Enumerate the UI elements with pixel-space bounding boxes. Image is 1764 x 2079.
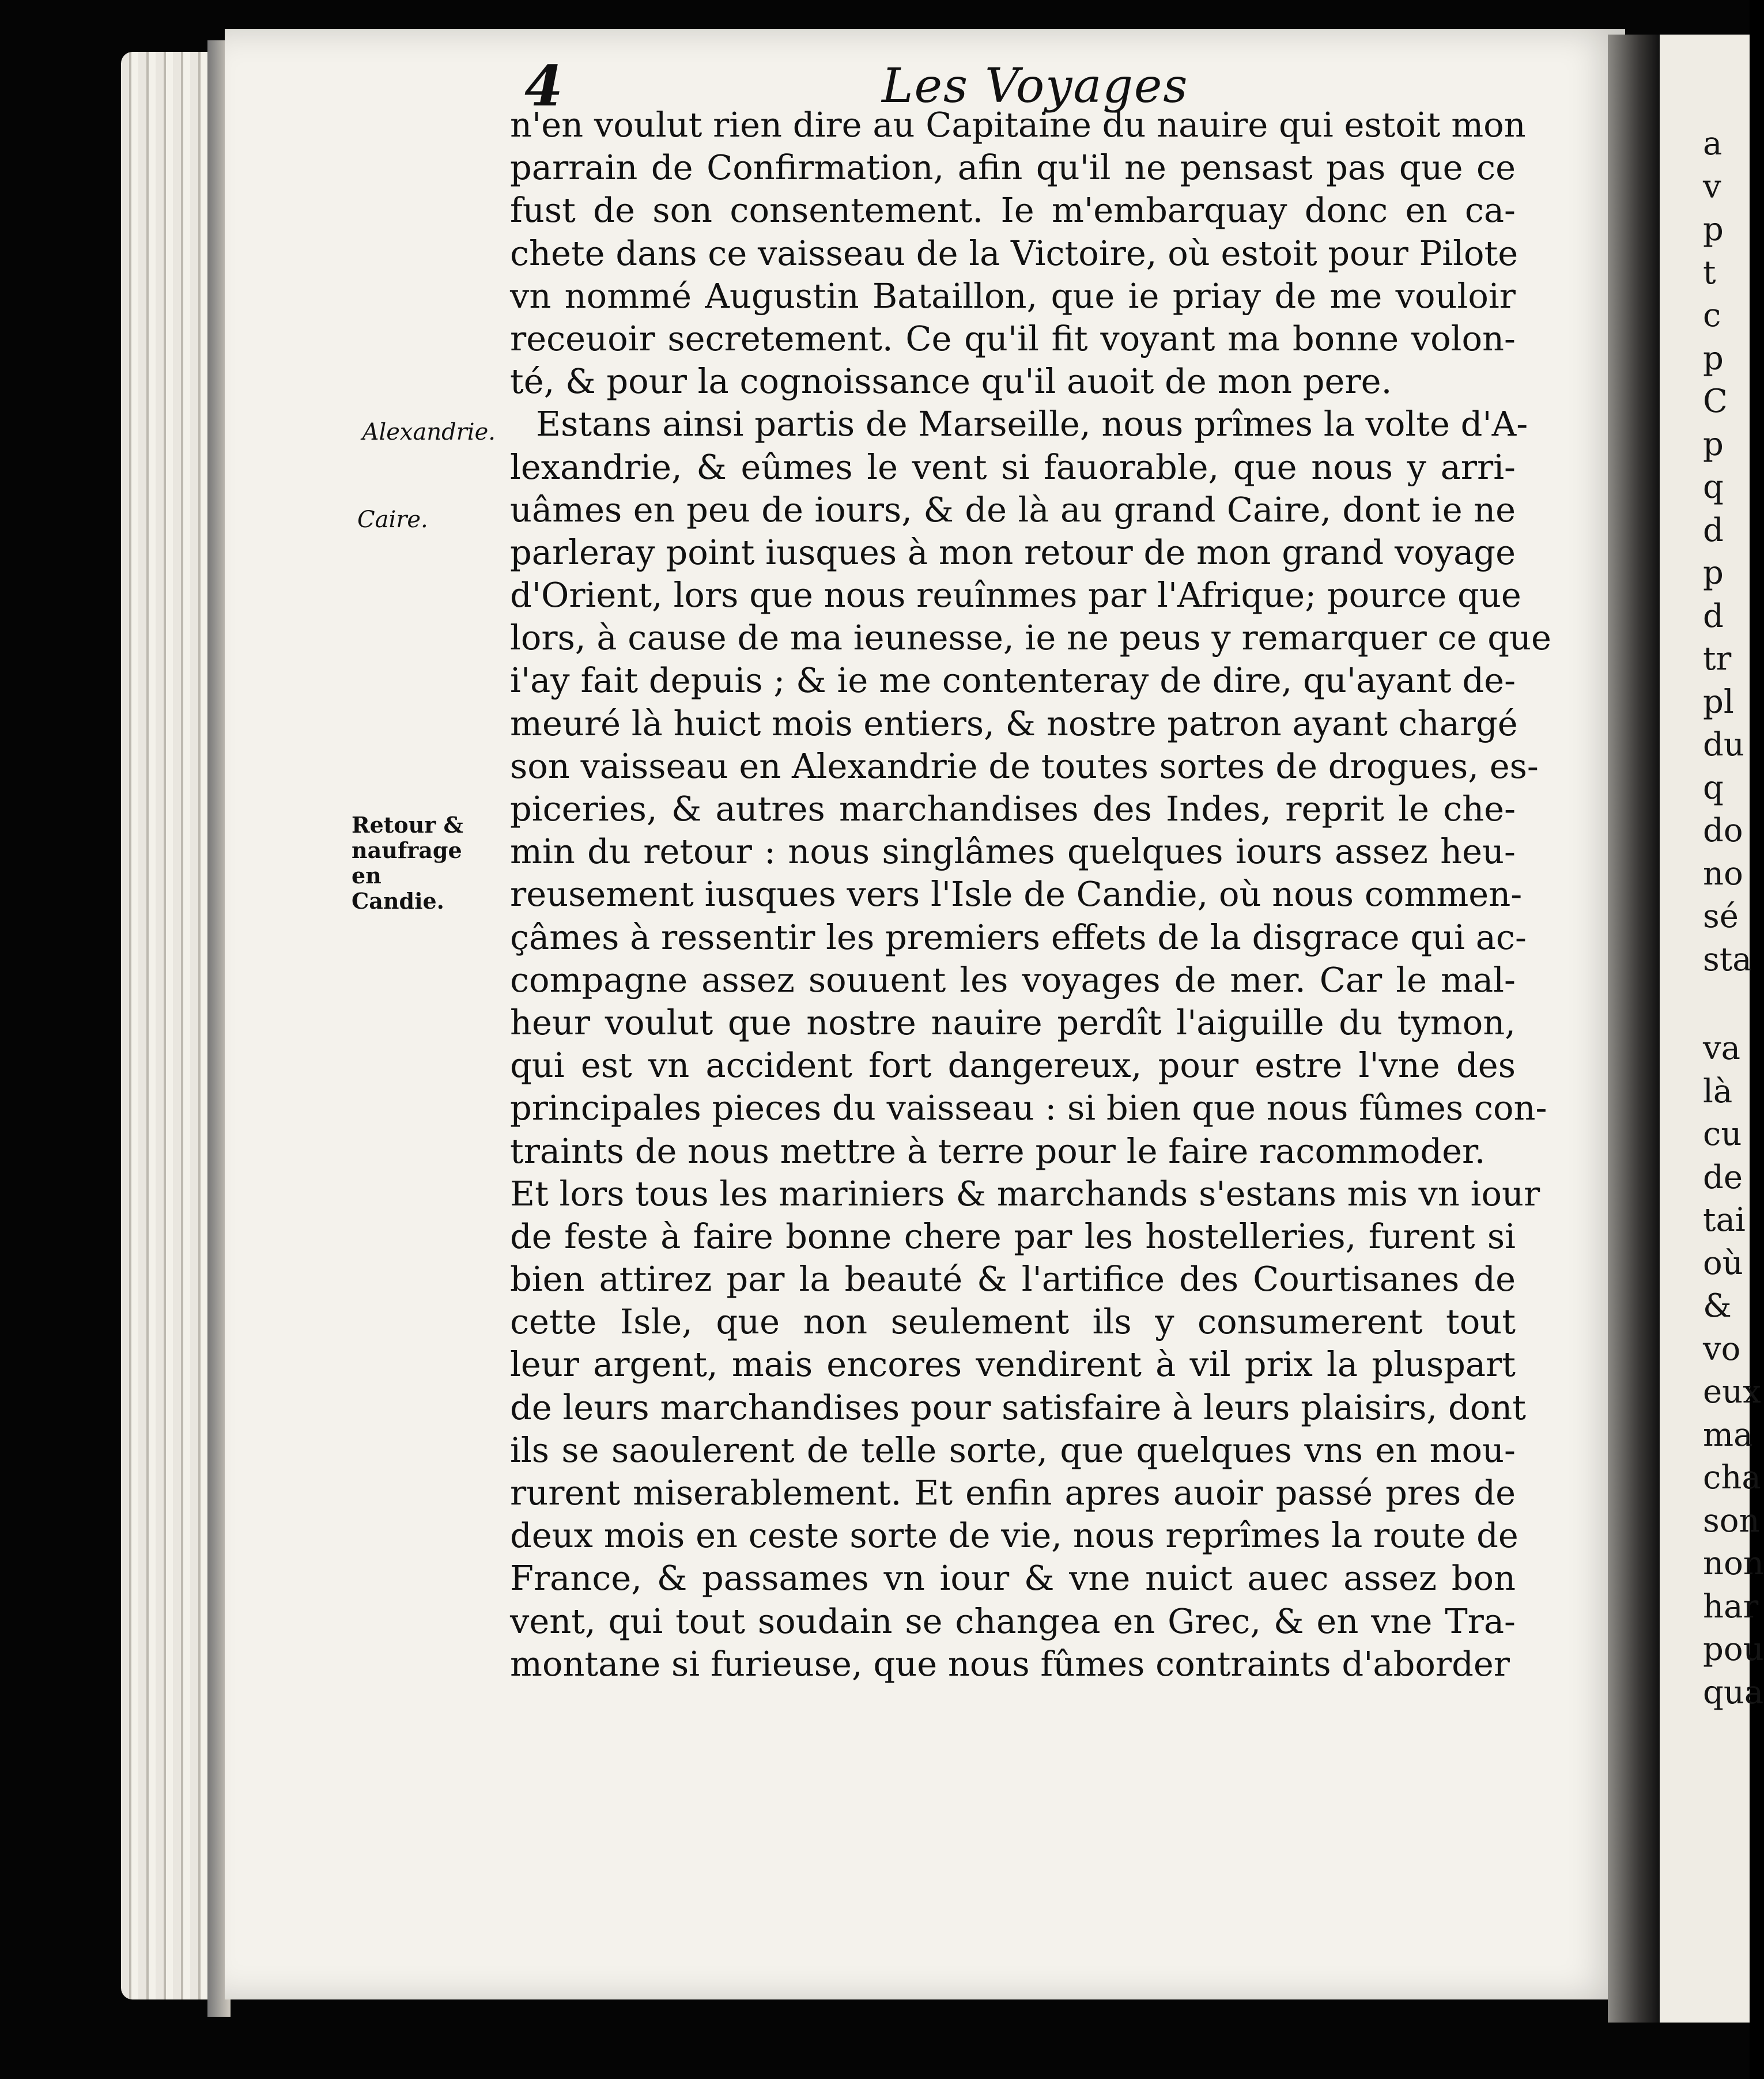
facing-page-line: sé (1703, 898, 1739, 935)
facing-page-line: do (1703, 812, 1743, 849)
text-line: qui est vn accident fort dangereux, pour estre l'vne des (510, 1045, 1516, 1086)
running-title: Les Voyages (882, 59, 1189, 114)
margin-note-caire: Caire. (357, 506, 428, 533)
facing-page-line: har (1703, 1587, 1759, 1626)
facing-page-line: pou (1703, 1631, 1764, 1668)
book-gutter (1608, 35, 1660, 2023)
facing-page-line: non (1703, 1545, 1764, 1582)
facing-page-line: tr (1703, 640, 1732, 678)
facing-page-line: où (1703, 1244, 1743, 1282)
facing-page-line: va (1703, 1030, 1741, 1067)
facing-page-line: no (1703, 855, 1743, 893)
facing-page-line: C (1703, 383, 1728, 420)
text-line: ils se saoulerent de telle sorte, que quelques vns en mou- (510, 1430, 1516, 1470)
text-line: lors, à cause de ma ieunesse, ie ne peus y remarquer ce que (510, 618, 1551, 658)
text-line: vn nommé Augustin Bataillon, que ie priay de me vouloir (510, 275, 1516, 316)
facing-page-line: p (1703, 425, 1724, 463)
facing-page-line: du (1703, 726, 1744, 763)
text-line: fust de son consentement. Ie m'embarquay donc en ca- (510, 190, 1516, 230)
margin-note-retour: Retour & naufrage en Candie. (352, 812, 463, 914)
facing-page-line: q (1703, 468, 1724, 506)
facing-page-line: pl (1703, 683, 1734, 721)
text-line: compagne assez souuent les voyages de mer. Car le mal- (510, 959, 1516, 1000)
facing-page-line: p (1703, 339, 1724, 377)
facing-page-line: p (1703, 554, 1724, 592)
facing-page-line: v (1703, 168, 1721, 206)
facing-page-line: cha (1703, 1459, 1761, 1496)
facing-page-line: q (1703, 769, 1724, 807)
text-line: France, & passames vn iour & vne nuict auec assez bon (510, 1558, 1516, 1598)
text-line: vent, qui tout soudain se changea en Grec, & en vne Tra- (510, 1601, 1516, 1641)
facing-page-line: vo (1703, 1330, 1741, 1368)
text-line: té, & pour la cognoissance qu'il auoit de mon pere. (510, 361, 1392, 402)
facing-page-line: sta (1703, 940, 1752, 978)
text-line: deux mois en ceste sorte de vie, nous reprîmes la route de (510, 1515, 1519, 1556)
facing-page-line: tai (1703, 1201, 1746, 1239)
facing-page-line: là (1703, 1072, 1733, 1110)
book-page-edges (121, 52, 213, 1999)
text-line: Et lors tous les mariniers & marchands s'estans mis vn iour (510, 1173, 1540, 1214)
text-line: de feste à faire bonne chere par les hostelleries, furent si (510, 1216, 1516, 1256)
text-line: meuré là huict mois entiers, & nostre patron ayant chargé (510, 703, 1518, 743)
text-line: Estans ainsi partis de Marseille, nous prîmes la volte d'A- (536, 404, 1528, 444)
text-line: uâmes en peu de iours, & de là au grand Caire, dont ie ne (510, 489, 1516, 530)
facing-page-line: c (1703, 297, 1721, 334)
facing-page-line: & (1703, 1287, 1732, 1325)
facing-page-line: son (1703, 1502, 1760, 1540)
text-line: receuoir secretement. Ce qu'il fit voyant ma bonne volon- (510, 318, 1516, 358)
text-line: n'en voulut rien dire au Capitaine du nauire qui estoit mon (510, 105, 1526, 145)
facing-page-line: qua (1703, 1673, 1764, 1711)
facing-page-line: de (1703, 1158, 1743, 1196)
body-text (510, 104, 1551, 1685)
facing-page-line: cu (1703, 1116, 1742, 1153)
text-line: reusement iusques vers l'Isle de Candie, où nous commen- (510, 874, 1523, 914)
text-line: son vaisseau en Alexandrie de toutes sortes de drogues, es- (510, 746, 1539, 786)
facing-page-line: t (1703, 254, 1716, 292)
text-line: i'ay fait depuis ; & ie me contenteray de dire, qu'ayant de- (510, 660, 1516, 701)
text-line: chete dans ce vaisseau de la Victoire, où estoit pour Pilote (510, 233, 1519, 273)
text-line: parrain de Confirmation, afin qu'il ne pensast pas que ce (510, 148, 1516, 188)
margin-note-alexandrie: Alexandrie. (362, 419, 496, 445)
facing-page-line: d (1703, 511, 1724, 549)
text-line: leur argent, mais encores vendirent à vil prix la pluspart (510, 1344, 1516, 1385)
facing-page-line: p (1703, 211, 1724, 248)
text-line: principales pieces du vaisseau : si bien que nous fûmes con- (510, 1088, 1547, 1128)
text-line: cette Isle, que non seulement ils y consumerent tout (510, 1302, 1516, 1342)
facing-page-line: a (1703, 125, 1723, 162)
text-line: bien attirez par la beauté & l'artifice des Courtisanes de (510, 1259, 1516, 1299)
text-line: piceries, & autres marchandises des Indes, reprit le che- (510, 789, 1516, 829)
text-line: de leurs marchandises pour satisfaire à leurs plaisirs, dont (510, 1387, 1526, 1427)
facing-page-line: eux (1703, 1373, 1761, 1411)
text-line: çâmes à ressentir les premiers effets de la disgrace qui ac- (510, 917, 1527, 957)
page-number: 4 (524, 54, 563, 119)
text-line: rurent miserablement. Et enfin apres auoir passé pres de (510, 1473, 1516, 1513)
text-line: lexandrie, & eûmes le vent si fauorable, que nous y arri- (510, 447, 1516, 487)
text-line: min du retour : nous singlâmes quelques iours assez heu- (510, 831, 1516, 872)
facing-page-line: d (1703, 597, 1724, 635)
text-line: parleray point iusques à mon retour de mon grand voyage (510, 532, 1516, 572)
text-line: montane si furieuse, que nous fûmes contraints d'aborder (510, 1643, 1510, 1684)
text-line: traints de nous mettre à terre pour le faire racommoder. (510, 1131, 1486, 1171)
text-line: heur voulut que nostre nauire perdît l'aiguille du tymon, (510, 1002, 1516, 1042)
facing-page-line: ma (1703, 1416, 1753, 1454)
text-line: d'Orient, lors que nous reuînmes par l'Afrique; pource que (510, 575, 1521, 615)
